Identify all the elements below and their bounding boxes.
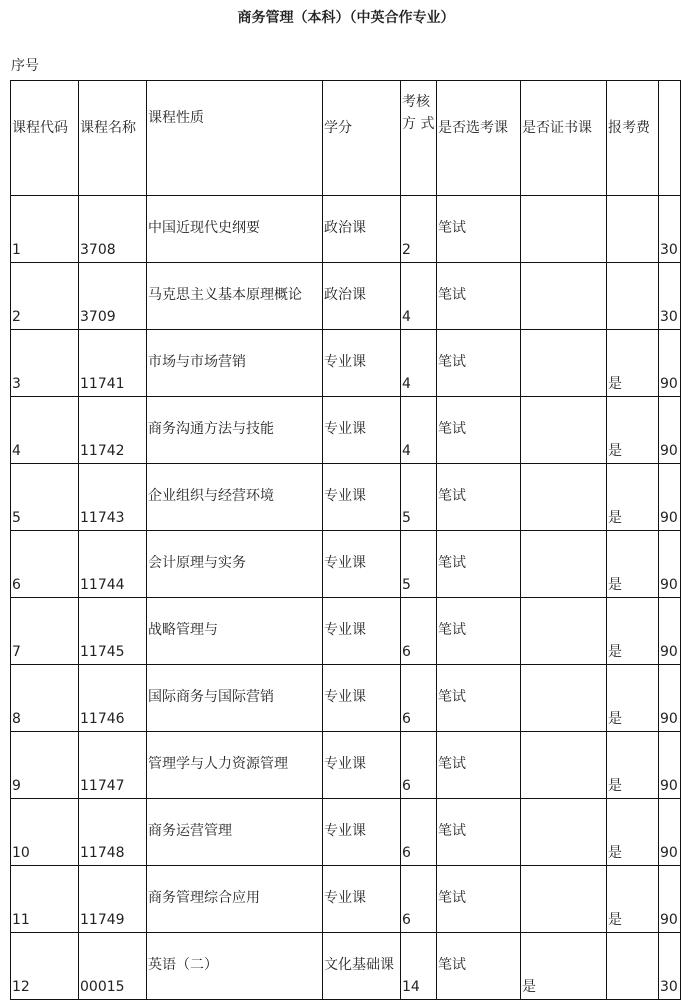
cell-credit: 4 <box>401 330 437 397</box>
cell-course-code: 3709 <box>79 263 147 330</box>
header-exam-method <box>401 81 437 196</box>
cell-credit: 14 <box>401 933 437 1000</box>
cell-course-name: 商务沟通方法与技能 <box>147 397 323 464</box>
cell-exam-method: 笔试 <box>437 263 521 330</box>
cell-course-nature: 专业课 <box>323 732 401 799</box>
cell-fee: 90 <box>659 397 681 464</box>
cell-course-code: 11747 <box>79 732 147 799</box>
cell-course-nature: 专业课 <box>323 866 401 933</box>
cell-certificate: 是 <box>607 732 659 799</box>
cell-seq: 1 <box>11 196 79 263</box>
cell-elective <box>521 263 607 330</box>
cell-certificate: 是 <box>607 866 659 933</box>
table-row <box>11 263 681 330</box>
cell-course-name: 管理学与人力资源管理 <box>147 732 323 799</box>
cell-course-nature: 专业课 <box>323 799 401 866</box>
cell-exam-method: 笔试 <box>437 799 521 866</box>
cell-fee: 90 <box>659 598 681 665</box>
page-title: 商务管理（本科）（中英合作专业） <box>237 10 455 26</box>
cell-course-name: 市场与市场营销 <box>147 330 323 397</box>
cell-credit: 4 <box>401 397 437 464</box>
cell-course-code: 11749 <box>79 866 147 933</box>
header-course-nature: 课程性质 <box>147 81 323 196</box>
cell-course-name: 马克思主义基本原理概论 <box>147 263 323 330</box>
cell-course-code: 11745 <box>79 598 147 665</box>
cell-fee: 30 <box>659 933 681 1000</box>
header-fee-overflow <box>659 81 681 196</box>
cell-credit: 5 <box>401 531 437 598</box>
cell-elective <box>521 665 607 732</box>
header-fee: 报考费 <box>607 81 659 196</box>
header-certificate: 是否证书课 <box>521 81 607 196</box>
cell-certificate <box>607 196 659 263</box>
cell-exam-method: 笔试 <box>437 665 521 732</box>
cell-credit: 2 <box>401 196 437 263</box>
table-row <box>11 665 681 732</box>
cell-course-name: 商务管理综合应用 <box>147 866 323 933</box>
cell-elective <box>521 598 607 665</box>
cell-fee: 90 <box>659 330 681 397</box>
cell-fee: 90 <box>659 464 681 531</box>
cell-course-code: 00015 <box>79 933 147 1000</box>
cell-credit: 6 <box>401 799 437 866</box>
cell-elective <box>521 732 607 799</box>
cell-course-nature: 政治课 <box>323 196 401 263</box>
cell-certificate: 是 <box>607 464 659 531</box>
sequence-label: 序号 <box>11 58 39 74</box>
header-course-code: 课程代码 <box>11 81 79 196</box>
cell-course-code: 11743 <box>79 464 147 531</box>
cell-certificate: 是 <box>607 330 659 397</box>
cell-elective <box>521 196 607 263</box>
cell-certificate: 是 <box>607 397 659 464</box>
header-elective: 是否选考课 <box>437 81 521 196</box>
cell-fee: 90 <box>659 665 681 732</box>
cell-credit: 6 <box>401 866 437 933</box>
header-credit: 学分 <box>323 81 401 196</box>
cell-course-name: 商务运营管理 <box>147 799 323 866</box>
cell-seq: 5 <box>11 464 79 531</box>
cell-course-name: 英语（二） <box>147 933 323 1000</box>
cell-seq: 12 <box>11 933 79 1000</box>
table-row <box>11 464 681 531</box>
table-header-row <box>11 81 681 196</box>
cell-course-nature: 专业课 <box>323 531 401 598</box>
cell-fee: 90 <box>659 799 681 866</box>
cell-course-code: 11746 <box>79 665 147 732</box>
cell-course-code: 11742 <box>79 397 147 464</box>
cell-fee: 90 <box>659 732 681 799</box>
table-row <box>11 330 681 397</box>
cell-elective <box>521 397 607 464</box>
cell-certificate: 是 <box>607 598 659 665</box>
cell-certificate <box>607 933 659 1000</box>
cell-credit: 6 <box>401 665 437 732</box>
header-exam-line1: 考核 <box>402 94 430 110</box>
cell-course-name: 企业组织与经营环境 <box>147 464 323 531</box>
cell-credit: 6 <box>401 598 437 665</box>
cell-fee: 90 <box>659 866 681 933</box>
cell-credit: 5 <box>401 464 437 531</box>
cell-course-nature: 专业课 <box>323 397 401 464</box>
cell-elective <box>521 531 607 598</box>
cell-course-nature: 政治课 <box>323 263 401 330</box>
cell-fee: 90 <box>659 531 681 598</box>
cell-credit: 4 <box>401 263 437 330</box>
cell-exam-method: 笔试 <box>437 196 521 263</box>
cell-course-code: 11748 <box>79 799 147 866</box>
table-row <box>11 799 681 866</box>
cell-course-name: 中国近现代史纲要 <box>147 196 323 263</box>
table-row <box>11 933 681 1000</box>
cell-exam-method: 笔试 <box>437 330 521 397</box>
cell-seq: 10 <box>11 799 79 866</box>
cell-elective <box>521 464 607 531</box>
cell-elective <box>521 866 607 933</box>
cell-certificate: 是 <box>607 531 659 598</box>
cell-certificate <box>607 263 659 330</box>
cell-course-nature: 专业课 <box>323 598 401 665</box>
cell-course-code: 3708 <box>79 196 147 263</box>
cell-fee: 30 <box>659 196 681 263</box>
cell-exam-method: 笔试 <box>437 397 521 464</box>
cell-course-name: 战略管理与 <box>147 598 323 665</box>
cell-course-name: 会计原理与实务 <box>147 531 323 598</box>
cell-exam-method: 笔试 <box>437 933 521 1000</box>
cell-seq: 7 <box>11 598 79 665</box>
cell-seq: 8 <box>11 665 79 732</box>
cell-seq: 4 <box>11 397 79 464</box>
cell-course-nature: 专业课 <box>323 464 401 531</box>
cell-course-nature: 专业课 <box>323 330 401 397</box>
cell-elective <box>521 799 607 866</box>
cell-exam-method: 笔试 <box>437 464 521 531</box>
cell-seq: 9 <box>11 732 79 799</box>
cell-course-code: 11744 <box>79 531 147 598</box>
cell-certificate: 是 <box>607 665 659 732</box>
cell-seq: 3 <box>11 330 79 397</box>
cell-elective <box>521 330 607 397</box>
cell-elective: 是 <box>521 933 607 1000</box>
table-row <box>11 531 681 598</box>
table-row <box>11 598 681 665</box>
cell-credit: 6 <box>401 732 437 799</box>
cell-exam-method: 笔试 <box>437 531 521 598</box>
header-exam-line2: 方 式 <box>402 116 435 132</box>
header-course-name: 课程名称 <box>79 81 147 196</box>
cell-seq: 6 <box>11 531 79 598</box>
cell-course-name: 国际商务与国际营销 <box>147 665 323 732</box>
cell-exam-method: 笔试 <box>437 598 521 665</box>
cell-course-code: 11741 <box>79 330 147 397</box>
cell-seq: 2 <box>11 263 79 330</box>
cell-certificate: 是 <box>607 799 659 866</box>
cell-exam-method: 笔试 <box>437 866 521 933</box>
table-row <box>11 866 681 933</box>
cell-seq: 11 <box>11 866 79 933</box>
cell-fee: 30 <box>659 263 681 330</box>
cell-exam-method: 笔试 <box>437 732 521 799</box>
table-row <box>11 196 681 263</box>
cell-course-nature: 专业课 <box>323 665 401 732</box>
table-row <box>11 397 681 464</box>
table-row <box>11 732 681 799</box>
cell-course-nature: 文化基础课 <box>323 933 401 1000</box>
course-table <box>10 80 681 1000</box>
